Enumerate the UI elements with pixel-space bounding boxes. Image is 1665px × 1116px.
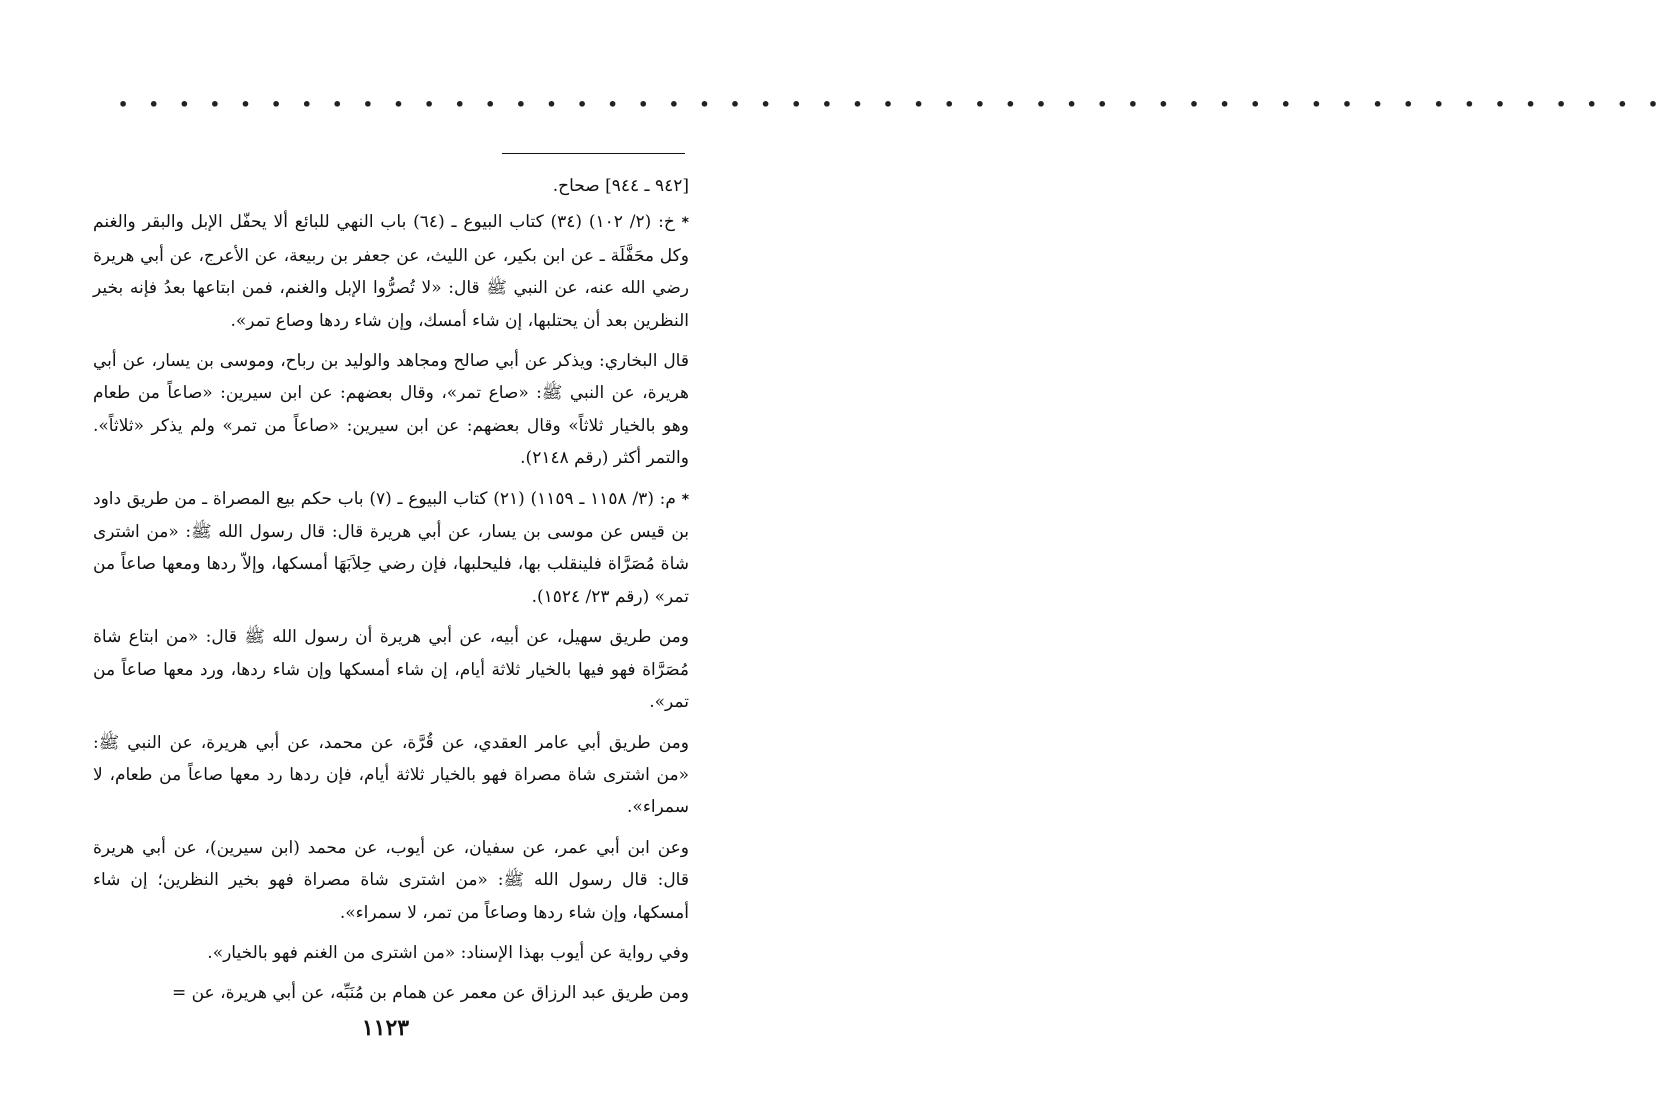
footnote-rule bbox=[502, 153, 685, 154]
paragraph-text: وفي رواية عن أيوب بهذا الإسناد: «من اشترى من الغنم فهو بالخيار». bbox=[207, 942, 689, 963]
paragraph bbox=[93, 345, 689, 475]
paragraph-marker: * bbox=[681, 215, 689, 232]
paragraph bbox=[93, 206, 689, 337]
paragraph bbox=[93, 483, 689, 614]
entry-heading: [٩٤٢ ـ ٩٤٤] صحاح. bbox=[552, 176, 689, 196]
page-body bbox=[93, 170, 689, 1018]
paragraph bbox=[93, 977, 689, 1009]
paragraph-text: ومن طريق سهيل، عن أبيه، عن أبي هريرة أن رسول الله ﷺ قال: «من ابتاع شاة مُصَرَّاة فهو فيها بالخيار ثلاثة أيام، إن شاء أمسكها وإن شاء ردها، ورد معها صاعاً من تمر». bbox=[93, 627, 689, 713]
paragraph-text: ومن طريق أبي عامر العقدي، عن قُرَّة، عن محمد، عن أبي هريرة، عن النبي ﷺ: «من اشترى شاة مصراة فهو بالخيار ثلاثة أيام، فإن ردها رد معها صاعاً من طعام، لا سمراء». bbox=[93, 732, 689, 818]
paragraph bbox=[93, 727, 689, 824]
paragraph bbox=[93, 937, 689, 969]
separator-dots: • • • • • • • • • • • • • • • • • • • • • • • • • • • • • • • • • • • • • • • • • • • • • • • • • • • bbox=[118, 95, 1665, 114]
paragraph-text: قال البخاري: ويذكر عن أبي صالح ومجاهد والوليد بن رباح، وموسى بن يسار، عن أبي هريرة، عن النبي ﷺ: «صاع تمر»، وقال بعضهم: عن ابن سيرين: «صاعاً من طعام وهو بالخيار ثلاثاً» وقال بعضهم: عن ابن سيرين: «صاعاً من تمر» ولم يذكر «ثلاثاً». والتمر أكثر (رقم ٢١٤٨). bbox=[93, 351, 689, 469]
paragraph-text: ومن طريق عبد الرزاق عن معمر عن همام بن مُنَبِّه، عن أبي هريرة، عن = bbox=[171, 983, 689, 1004]
paragraph bbox=[93, 832, 689, 929]
paragraph-text: وعن ابن أبي عمر، عن سفيان، عن أيوب، عن محمد (ابن سيرين)، عن أبي هريرة قال: قال رسول الله ﷺ: «من اشترى شاة مصراة فهو بخير النظرين؛ إن شاء أمسكها، وإن شاء ردها وصاعاً من تمر، لا سمراء». bbox=[93, 837, 689, 923]
paragraph bbox=[93, 621, 689, 718]
paragraph-marker: * bbox=[681, 491, 690, 508]
page-number: ١١٢٣ bbox=[361, 1015, 410, 1041]
paragraph-text: م: (٣/ ١١٥٨ ـ ١١٥٩) (٢١) كتاب البيوع ـ (٧) باب حكم بيع المصراة ـ من طريق داود بن قيس عن موسى بن يسار، عن أبي هريرة قال: قال رسول الله ﷺ: «من اشترى شاة مُصَرَّاة فلينقلب بها، فليحلبها، فإن رضي حِلاَبَهَا أمسكها، وإلاّ ردها ومعها صاعاً من تمر» (رقم ٢٣/ ١٥٢٤). bbox=[93, 488, 689, 607]
paragraph-text: خ: (٢/ ١٠٢) (٣٤) كتاب البيوع ـ (٦٤) باب النهي للبائع ألا يحفّل الإبل والبقر والغنم وكل محَفَّلَة ـ عن ابن بكير، عن الليث، عن جعفر بن ربيعة، عن الأعرج، عن أبي هريرة رضي الله عنه، عن النبي ﷺ قال: «لا تُصرُّوا الإبل والغنم، فمن ابتاعها بعدُ فإنه بخير النظرين بعد أن يحتلبها، إن شاء أمسك، وإن شاء ردها وصاع تمر». bbox=[93, 212, 689, 331]
